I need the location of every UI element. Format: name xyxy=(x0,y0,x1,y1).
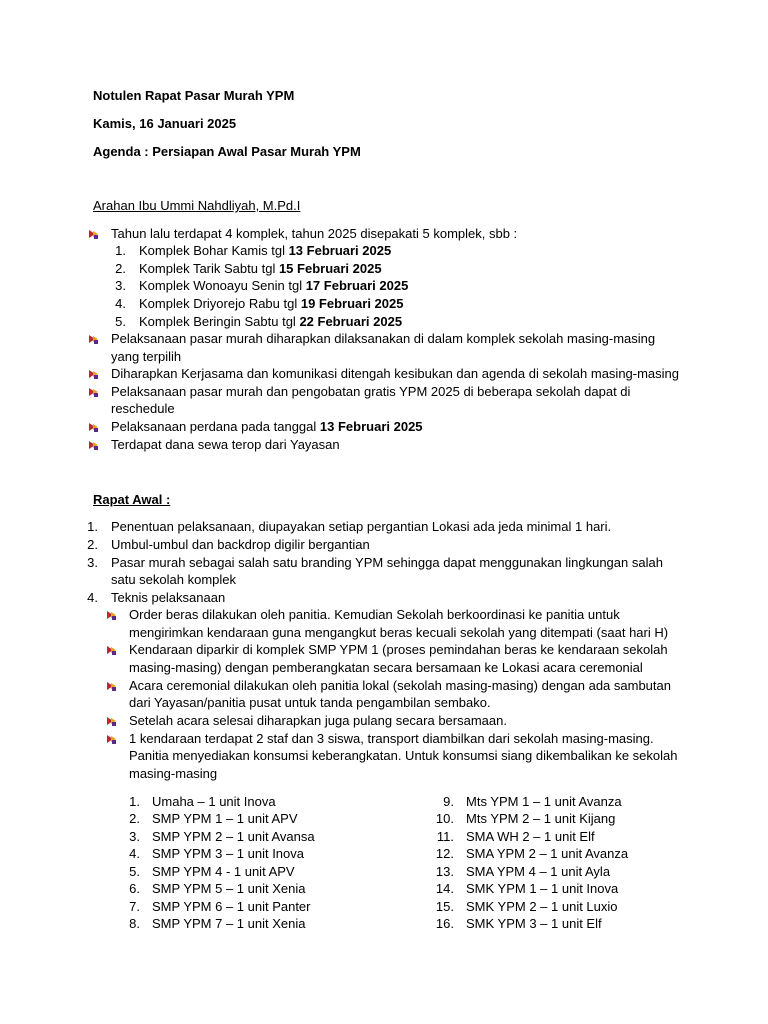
komplek-item: Komplek Wonoayu Senin tgl 17 Februari 2025 xyxy=(139,278,409,293)
vehicle-number: 16. xyxy=(435,916,454,931)
komplek-number: 1. xyxy=(115,243,126,258)
teknis-point-cont: masing-masing) dengan pemberangkatan secara bersamaan ke Lokasi acara ceremonial xyxy=(129,660,643,675)
komplek-item: Komplek Driyorejo Rabu tgl 19 Februari 2025 xyxy=(139,296,404,311)
rapat-number: 1. xyxy=(87,519,98,534)
vehicle-number: 1. xyxy=(129,794,140,809)
vehicle-item: Mts YPM 2 – 1 unit Kijang xyxy=(466,811,616,826)
teknis-point: Setelah acara selesai diharapkan juga pulang secara bersamaan. xyxy=(129,713,507,728)
rapat-heading: Rapat Awal : xyxy=(93,492,171,507)
rapat-number: 3. xyxy=(87,555,98,570)
arahan-point-cont: reschedule xyxy=(111,401,175,416)
arrow-bullet-icon xyxy=(88,439,100,451)
teknis-point: Order beras dilakukan oleh panitia. Kemudian Sekolah berkoordinasi ke panitia untuk xyxy=(129,607,620,622)
rapat-item: Umbul-umbul dan backdrop digilir bergantian xyxy=(111,537,370,552)
komplek-number: 2. xyxy=(115,261,126,276)
rapat-item: Penentuan pelaksanaan, diupayakan setiap pergantian Lokasi ada jeda minimal 1 hari. xyxy=(111,519,612,534)
meeting-agenda: Agenda : Persiapan Awal Pasar Murah YPM xyxy=(93,144,361,159)
vehicle-number: 2. xyxy=(129,811,140,826)
vehicle-number: 10. xyxy=(435,811,454,826)
document-title: Notulen Rapat Pasar Murah YPM xyxy=(93,88,295,103)
komplek-number: 4. xyxy=(115,296,126,311)
teknis-point: Kendaraan diparkir di komplek SMP YPM 1 (proses pemindahan beras ke kendaraan sekolah xyxy=(129,642,668,657)
rapat-number: 4. xyxy=(87,590,98,605)
arahan-point: Pelaksanaan pasar murah diharapkan dilaksanakan di dalam komplek sekolah masing-masing xyxy=(111,331,656,346)
arrow-bullet-icon xyxy=(106,644,118,656)
vehicle-item: Mts YPM 1 – 1 unit Avanza xyxy=(466,794,622,809)
vehicle-item: SMA YPM 2 – 1 unit Avanza xyxy=(466,846,629,861)
arrow-bullet-icon xyxy=(88,368,100,380)
komplek-item: Komplek Bohar Kamis tgl 13 Februari 2025 xyxy=(139,243,392,258)
vehicle-item: SMP YPM 3 – 1 unit Inova xyxy=(152,846,304,861)
arahan-dana: Terdapat dana sewa terop dari Yayasan xyxy=(111,437,340,452)
arrow-bullet-icon xyxy=(88,333,100,345)
teknis-point-cont: mengirimkan kendaraan guna mengangkut beras kecuali sekolah yang ditempati (saat hari H) xyxy=(129,625,669,640)
rapat-item: Teknis pelaksanaan xyxy=(111,590,226,605)
arahan-perdana: Pelaksanaan perdana pada tanggal 13 Februari 2025 xyxy=(111,419,423,434)
rapat-item-cont: satu sekolah komplek xyxy=(111,572,237,587)
komplek-item: Komplek Tarik Sabtu tgl 15 Februari 2025 xyxy=(139,261,382,276)
vehicle-number: 11. xyxy=(436,829,454,844)
arrow-bullet-icon xyxy=(88,421,100,433)
vehicle-item: SMP YPM 6 – 1 unit Panter xyxy=(152,899,311,914)
teknis-point-cont: masing-masing xyxy=(129,766,218,781)
vehicle-number: 12. xyxy=(435,846,454,861)
arahan-heading: Arahan Ibu Ummi Nahdliyah, M.Pd.I xyxy=(93,198,301,213)
vehicle-item: SMP YPM 5 – 1 unit Xenia xyxy=(152,881,306,896)
meeting-date: Kamis, 16 Januari 2025 xyxy=(93,116,237,131)
vehicle-number: 4. xyxy=(129,846,140,861)
arrow-bullet-icon xyxy=(88,228,100,240)
komplek-number: 5. xyxy=(115,314,126,329)
vehicle-number: 14. xyxy=(435,881,454,896)
komplek-item: Komplek Beringin Sabtu tgl 22 Februari 2025 xyxy=(139,314,403,329)
vehicle-item: SMP YPM 2 – 1 unit Avansa xyxy=(152,829,315,844)
vehicle-number: 6. xyxy=(129,881,140,896)
arahan-intro: Tahun lalu terdapat 4 komplek, tahun 2025 disepakati 5 komplek, sbb : xyxy=(111,226,518,241)
arrow-bullet-icon xyxy=(106,733,118,745)
vehicle-item: Umaha – 1 unit Inova xyxy=(152,794,276,809)
vehicle-item: SMA WH 2 – 1 unit Elf xyxy=(466,829,595,844)
arahan-point: Diharapkan Kerjasama dan komunikasi ditengah kesibukan dan agenda di sekolah masing-masing xyxy=(111,366,680,381)
vehicle-item: SMK YPM 1 – 1 unit Inova xyxy=(466,881,619,896)
arrow-bullet-icon xyxy=(88,386,100,398)
teknis-point-cont: Panitia menyediakan konsumsi keberangkatan. Untuk konsumsi siang dikembalikan ke sekolah xyxy=(129,748,678,763)
vehicle-item: SMK YPM 3 – 1 unit Elf xyxy=(466,916,602,931)
arrow-bullet-icon xyxy=(106,609,118,621)
rapat-number: 2. xyxy=(87,537,98,552)
vehicle-item: SMP YPM 7 – 1 unit Xenia xyxy=(152,916,306,931)
vehicle-item: SMP YPM 1 – 1 unit APV xyxy=(152,811,298,826)
rapat-item: Pasar murah sebagai salah satu branding YPM sehingga dapat menggunakan lingkungan salah xyxy=(111,555,663,570)
arrow-bullet-icon xyxy=(106,680,118,692)
vehicle-item: SMP YPM 4 - 1 unit APV xyxy=(152,864,295,879)
vehicle-number: 15. xyxy=(435,899,454,914)
vehicle-number: 7. xyxy=(129,899,140,914)
vehicle-item: SMK YPM 2 – 1 unit Luxio xyxy=(466,899,618,914)
vehicle-item: SMA YPM 4 – 1 unit Ayla xyxy=(466,864,611,879)
teknis-point: 1 kendaraan terdapat 2 staf dan 3 siswa, transport diambilkan dari sekolah masing-masing. xyxy=(129,731,654,746)
komplek-number: 3. xyxy=(115,278,126,293)
vehicle-number: 8. xyxy=(129,916,140,931)
vehicle-number: 5. xyxy=(129,864,140,879)
vehicle-number: 9. xyxy=(443,794,454,809)
vehicle-number: 3. xyxy=(129,829,140,844)
arrow-bullet-icon xyxy=(106,715,118,727)
arahan-point: Pelaksanaan pasar murah dan pengobatan gratis YPM 2025 di beberapa sekolah dapat di xyxy=(111,384,631,399)
arahan-point-cont: yang terpilih xyxy=(111,349,182,364)
vehicle-number: 13. xyxy=(435,864,454,879)
teknis-point: Acara ceremonial dilakukan oleh panitia lokal (sekolah masing-masing) dengan ada sambutan xyxy=(129,678,671,693)
teknis-point-cont: dari Yayasan/panitia pusat untuk tanda pengambilan sembako. xyxy=(129,695,491,710)
